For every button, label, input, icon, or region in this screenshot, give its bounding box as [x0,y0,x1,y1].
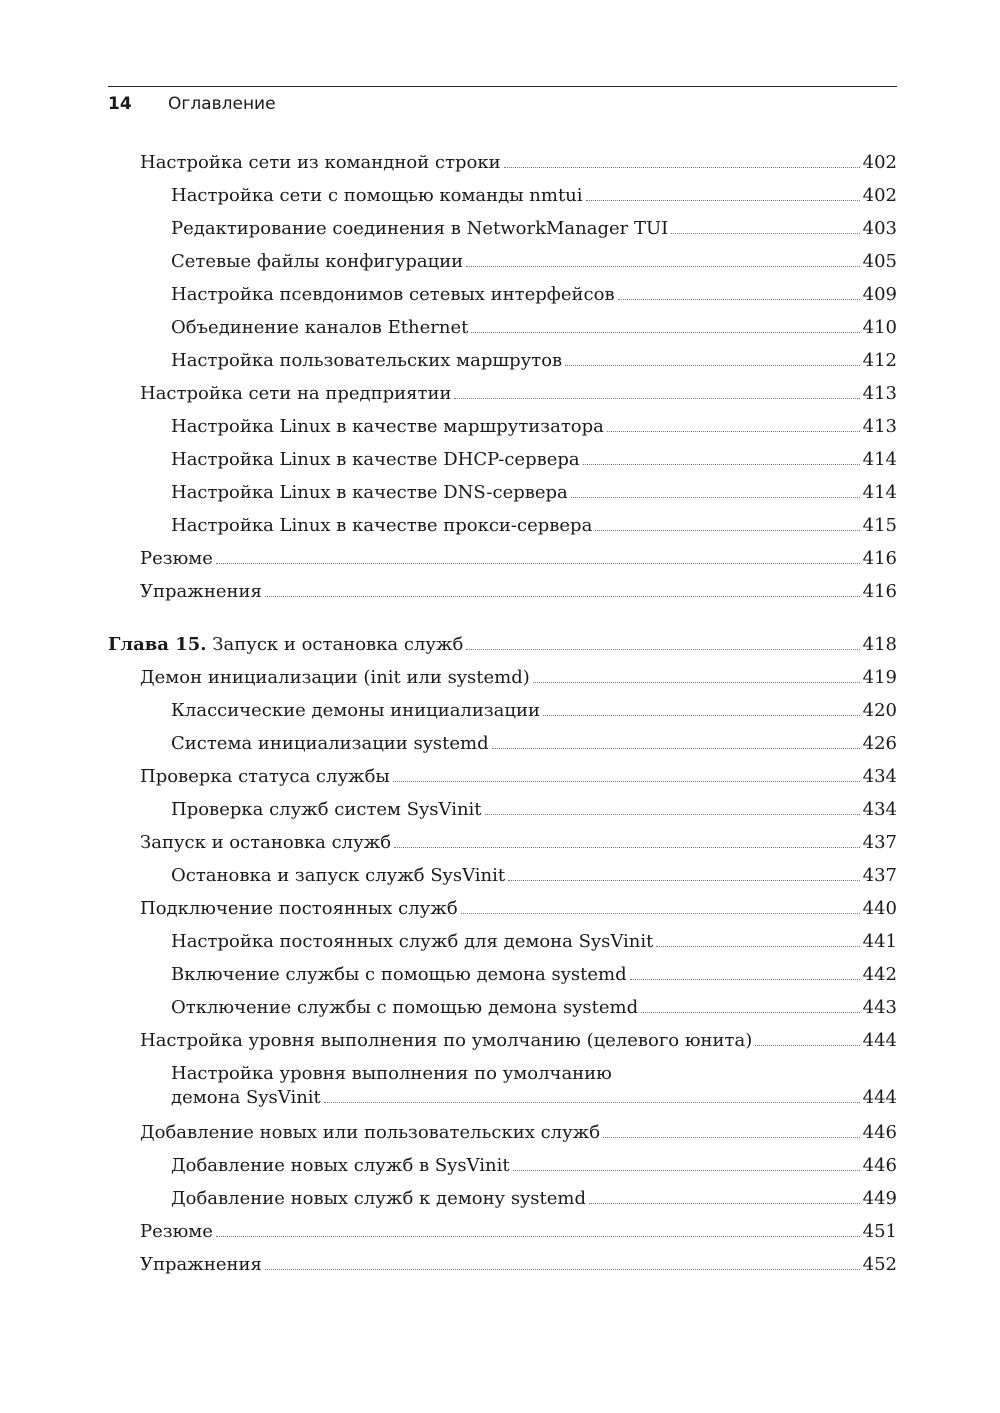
dot-leader [571,497,860,498]
toc-entry-page: 420 [862,700,897,721]
dot-leader [641,1012,860,1013]
toc-entry-title: Резюме [140,548,213,569]
toc-entry-title: Включение службы с помощью демона systemd [171,964,627,985]
dot-leader [603,1137,860,1138]
toc-entry-title: Отключение службы с помощью демона systemd [171,997,639,1018]
table-of-contents [108,152,897,1287]
toc-entry[interactable] [108,185,897,218]
toc-entry[interactable] [108,1063,897,1122]
running-header-title: Оглавление [168,94,276,114]
dot-leader [565,365,859,366]
dot-leader [671,233,859,234]
toc-entry-page: 410 [862,317,897,338]
toc-entry-title: Настройка Linux в качестве DHCP-сервера [171,449,580,470]
toc-chapter-entry[interactable] [108,634,897,667]
toc-entry-title-continued: демона SysVinit [171,1087,321,1108]
toc-entry-page: 434 [862,799,897,820]
toc-entry[interactable] [108,799,897,832]
dot-leader [485,814,860,815]
toc-entry[interactable] [108,581,897,614]
toc-entry-title: Настройка пользовательских маршрутов [171,350,563,371]
toc-entry[interactable] [108,766,897,799]
dot-leader [607,431,860,432]
toc-entry-title: Редактирование соединения в NetworkManager TUI [171,218,669,239]
toc-entry-title: Добавление новых служб к демону systemd [171,1188,586,1209]
toc-entry[interactable] [108,383,897,416]
toc-entry-text [171,1063,897,1108]
toc-entry[interactable] [108,964,897,997]
toc-entry-title: Упражнения [140,581,262,602]
dot-leader [216,1236,860,1237]
toc-entry-page: 419 [862,667,897,688]
toc-entry[interactable] [108,1122,897,1155]
dot-leader [595,530,859,531]
dot-leader [394,847,860,848]
dot-leader [265,1269,860,1270]
toc-entry[interactable] [108,218,897,251]
toc-entry[interactable] [108,1188,897,1221]
toc-entry-title: Настройка Linux в качестве маршрутизатора [171,416,604,437]
dot-leader [466,266,859,267]
dot-leader [583,464,860,465]
toc-entry-title: Упражнения [140,1254,262,1275]
toc-entry-title: Настройка сети из командной строки [140,152,501,173]
toc-entry-line2 [171,1087,897,1108]
toc-entry[interactable] [108,1030,897,1063]
toc-entry[interactable] [108,416,897,449]
toc-entry-title: Резюме [140,1221,213,1242]
toc-entry-page: 441 [862,931,897,952]
toc-entry-page: 409 [862,284,897,305]
toc-entry-title: Настройка уровня выполнения по умолчанию (целевого юнита) [140,1030,753,1051]
dot-leader [586,200,860,201]
toc-entry-title: Настройка Linux в качестве прокси-сервера [171,515,593,536]
dot-leader [466,649,859,650]
dot-leader [492,748,860,749]
toc-entry-page: 451 [862,1221,897,1242]
toc-entry-title: Проверка служб систем SysVinit [171,799,482,820]
toc-entry-title: Классические демоны инициализации [171,700,540,721]
toc-entry-title: Настройка уровня выполнения по умолчанию [171,1063,612,1084]
toc-entry-title: Запуск и остановка служб [212,634,464,655]
toc-entry[interactable] [108,733,897,766]
toc-entry-page: 415 [862,515,897,536]
toc-entry-page: 416 [862,548,897,569]
toc-entry-title: Система инициализации systemd [171,733,489,754]
toc-entry[interactable] [108,515,897,548]
toc-entry-title: Добавление новых или пользовательских служб [140,1122,601,1143]
dot-leader [504,167,860,168]
dot-leader [543,715,860,716]
toc-entry-title: Добавление новых служб в SysVinit [171,1155,510,1176]
toc-entry[interactable] [108,667,897,700]
dot-leader [513,1170,860,1171]
toc-entry[interactable] [108,898,897,931]
toc-entry-title: Запуск и остановка служб [140,832,392,853]
toc-entry-page: 442 [862,964,897,985]
toc-entry[interactable] [108,251,897,284]
toc-entry-title: Настройка Linux в качестве DNS-сервера [171,482,568,503]
toc-entry-page: 446 [862,1122,897,1143]
toc-entry-title: Объединение каналов Ethernet [171,317,469,338]
toc-entry-page: 418 [862,634,897,655]
dot-leader [533,682,860,683]
toc-entry-page: 413 [862,416,897,437]
toc-entry-page: 414 [862,482,897,503]
toc-entry-title: Проверка статуса службы [140,766,390,787]
toc-entry-page: 437 [862,832,897,853]
toc-entry-page: 446 [862,1155,897,1176]
toc-entry[interactable] [108,700,897,733]
dot-leader [471,332,859,333]
toc-entry-page: 452 [862,1254,897,1275]
toc-entry[interactable] [108,832,897,865]
toc-entry[interactable] [108,284,897,317]
toc-entry-page: 449 [862,1188,897,1209]
toc-entry-page: 444 [862,1087,897,1108]
toc-entry-page: 412 [862,350,897,371]
running-header [108,94,276,114]
dot-leader [656,946,859,947]
toc-entry-page: 434 [862,766,897,787]
dot-leader [618,299,860,300]
toc-entry-title: Настройка сети на предприятии [140,383,452,404]
toc-entry[interactable] [108,152,897,185]
toc-entry-title: Сетевые файлы конфигурации [171,251,464,272]
dot-leader [265,596,860,597]
toc-entry-page: 402 [862,185,897,206]
toc-entry-page: 402 [862,152,897,173]
toc-entry-title: Настройка сети с помощью команды nmtui [171,185,583,206]
toc-entry[interactable] [108,482,897,515]
toc-entry-title: Настройка псевдонимов сетевых интерфейсов [171,284,615,305]
toc-entry-title: Остановка и запуск служб SysVinit [171,865,506,886]
toc-entry-page: 403 [862,218,897,239]
toc-entry[interactable] [108,548,897,581]
dot-leader [393,781,860,782]
toc-entry[interactable] [108,1254,897,1287]
toc-entry-page: 426 [862,733,897,754]
dot-leader [324,1102,860,1103]
toc-entry[interactable] [108,350,897,383]
header-rule [108,86,897,87]
page-number: 14 [108,94,132,114]
toc-entry-page: 413 [862,383,897,404]
dot-leader [216,563,860,564]
toc-entry-page: 444 [862,1030,897,1051]
toc-entry-page: 443 [862,997,897,1018]
toc-entry[interactable] [108,449,897,482]
toc-entry-page: 405 [862,251,897,272]
toc-entry-page: 437 [862,865,897,886]
toc-entry[interactable] [108,317,897,350]
toc-entry[interactable] [108,997,897,1030]
dot-leader [461,913,860,914]
toc-entry[interactable] [108,931,897,964]
toc-entry[interactable] [108,1155,897,1188]
toc-entry-page: 440 [862,898,897,919]
dot-leader [755,1045,859,1046]
toc-entry-title: Настройка постоянных служб для демона SysVinit [171,931,654,952]
toc-entry-page: 414 [862,449,897,470]
chapter-label: Глава 15. [108,634,207,655]
dot-leader [454,398,859,399]
toc-entry-title: Демон инициализации (init или systemd) [140,667,530,688]
dot-leader [589,1203,860,1204]
dot-leader [630,979,860,980]
toc-entry[interactable] [108,865,897,898]
toc-entry-title: Подключение постоянных служб [140,898,458,919]
toc-entry[interactable] [108,1221,897,1254]
toc-entry-page: 416 [862,581,897,602]
dot-leader [508,880,860,881]
